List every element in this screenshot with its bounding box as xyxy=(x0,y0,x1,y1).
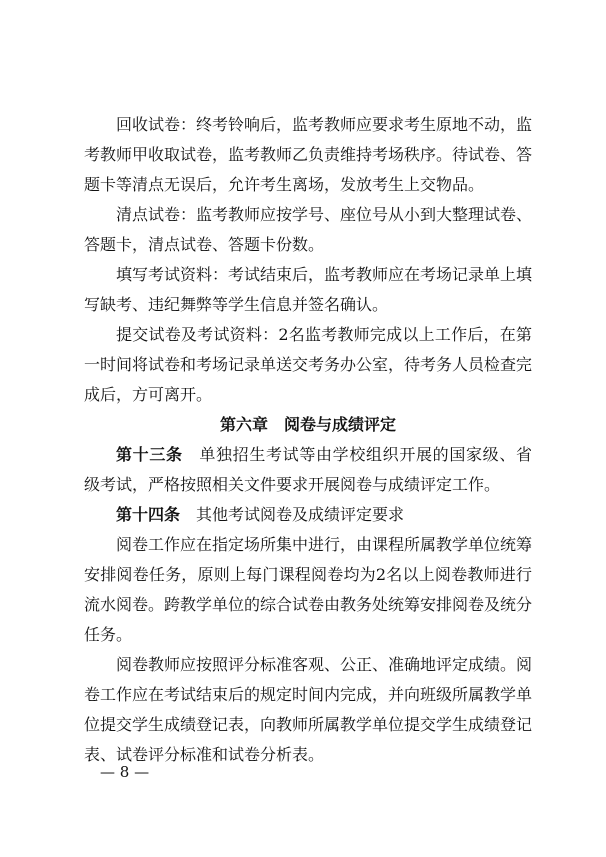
article-13-label: 第十三条 xyxy=(116,445,183,464)
paragraph-submit-papers: 提交试卷及考试资料：2名监考教师完成以上工作后，在第一时间将试卷和考场记录单送交考务办公室，待考务人员检查完成后，方可离开。 xyxy=(84,325,533,404)
chapter-title: 第六章 阅卷与成绩评定 xyxy=(219,415,396,434)
paragraph-grading-standards: 阅卷教师应按照评分标准客观、公正、准确地评定成绩。阅卷工作应在考试结束后的规定时间内完成，并向班级所属教学单位提交学生成绩登记表，向教师所属教学单位提交学生成绩登记表、试卷评分标准和试卷分析表。 xyxy=(84,655,533,764)
paragraph-fill-records: 填写考试资料：考试结束后，监考教师应在考场记录单上填写缺考、违纪舞弊等学生信息并签名确认。 xyxy=(84,265,533,314)
paragraph-grading-location: 阅卷工作应在指定场所集中进行，由课程所属教学单位统筹安排阅卷任务，原则上每门课程阅卷均为2名以上阅卷教师进行流水阅卷。跨教学单位的综合试卷由教务处统筹安排阅卷及统分任务。 xyxy=(84,535,533,644)
article-14-text: 其他考试阅卷及成绩评定要求 xyxy=(180,505,405,524)
article-13 xyxy=(84,440,532,500)
paragraph-count-papers: 清点试卷：监考教师应按学号、座位号从小到大整理试卷、答题卡，清点试卷、答题卡份数。 xyxy=(84,205,533,254)
paragraph-collect-papers: 回收试卷：终考铃响后，监考教师应要求考生原地不动，监考教师甲收取试卷，监考教师乙负责维持考场秩序。待试卷、答题卡等清点无误后，允许考生离场，发放考生上交物品。 xyxy=(84,115,533,194)
page-number: — 8 — xyxy=(100,763,150,781)
article-13-text: 单独招生考试等由学校组织开展的国家级、省级考试，严格按照相关文件要求开展阅卷与成绩评定工作。 xyxy=(84,445,532,494)
article-14-label: 第十四条 xyxy=(116,505,181,524)
document-body xyxy=(84,110,532,770)
article-14 xyxy=(84,500,532,530)
